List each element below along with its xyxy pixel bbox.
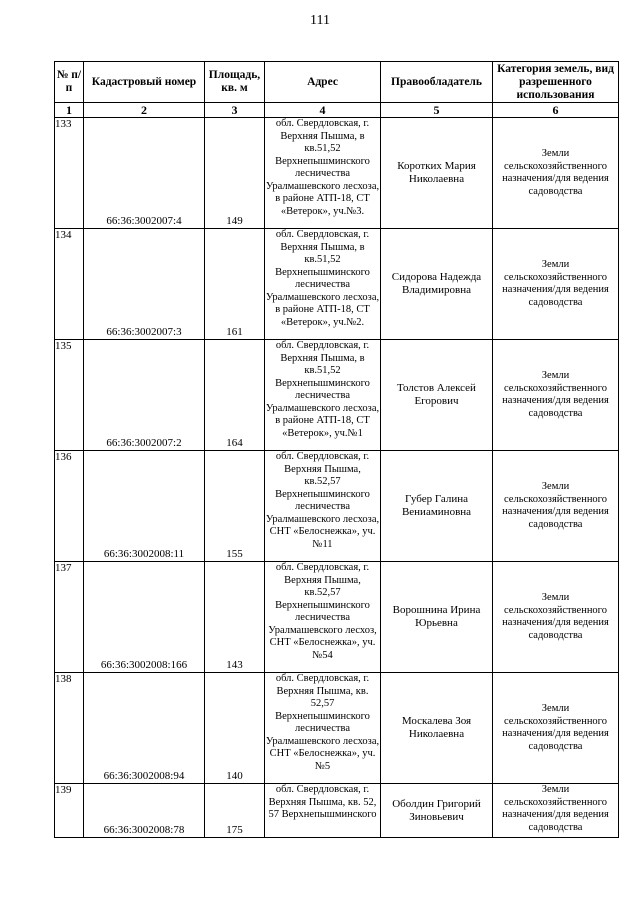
header-num: № п/п — [55, 62, 84, 103]
land-category: Земли сельскохозяйственного назначения/для ведения садоводства — [493, 784, 619, 838]
table-row — [55, 451, 619, 562]
address-text: обл. Свердловская, г. Верхняя Пышма, в кв.51,52 Верхнепышминского лесничества Уралмашевского лесхоза, в районе АТП-18, СТ «Ветерок», уч.№2. — [265, 229, 381, 340]
table-header-row — [55, 62, 619, 103]
owner-name: Толстов Алексей Егорович — [381, 340, 493, 451]
land-category: Земли сельскохозяйственного назначения/для ведения садоводства — [493, 118, 619, 229]
table-row — [55, 673, 619, 784]
land-category: Земли сельскохозяйственного назначения/для ведения садоводства — [493, 673, 619, 784]
address-text: обл. Свердловская, г. Верхняя Пышма, кв. 52, 57 Верхнепышминского — [265, 784, 381, 838]
address-text: обл. Свердловская, г. Верхняя Пышма, в кв.51,52 Верхнепышминского лесничества Уралмашевского лесхоза, в районе АТП-18, СТ «Ветерок», уч.№3. — [265, 118, 381, 229]
cadastral-number: 66:36:3002008:94 — [84, 673, 205, 784]
cadastral-number: 66:36:3002007:3 — [84, 229, 205, 340]
col-number: 6 — [493, 103, 619, 118]
col-number: 4 — [265, 103, 381, 118]
cadastral-number: 66:36:3002007:2 — [84, 340, 205, 451]
address-text: обл. Свердловская, г. Верхняя Пышма, кв.52,57 Верхнепышминского лесничества Уралмашевского лесхоз, СНТ «Белоснежка», уч.№54 — [265, 562, 381, 673]
land-category: Земли сельскохозяйственного назначения/для ведения садоводства — [493, 562, 619, 673]
cadastral-number: 66:36:3002008:166 — [84, 562, 205, 673]
header-cadastral: Кадастровый номер — [84, 62, 205, 103]
address-text: обл. Свердловская, г. Верхняя Пышма, кв. 52,57 Верхнепышминского лесничества Уралмашевского лесхоза, СНТ «Белоснежка», уч. №5 — [265, 673, 381, 784]
col-number: 5 — [381, 103, 493, 118]
area-value: 149 — [205, 118, 265, 229]
address-text: обл. Свердловская, г. Верхняя Пышма, кв.52,57 Верхнепышминского лесничества Уралмашевского лесхоза, СНТ «Белоснежка», уч. №11 — [265, 451, 381, 562]
header-area: Площадь, кв. м — [205, 62, 265, 103]
area-value: 140 — [205, 673, 265, 784]
table-row — [55, 562, 619, 673]
col-number: 2 — [84, 103, 205, 118]
owner-name: Оболдин Григорий Зиновьевич — [381, 784, 493, 838]
area-value: 175 — [205, 784, 265, 838]
cadastral-number: 66:36:3002008:11 — [84, 451, 205, 562]
area-value: 164 — [205, 340, 265, 451]
owner-name: Ворошнина Ирина Юрьевна — [381, 562, 493, 673]
column-number-row — [55, 103, 619, 118]
owner-name: Сидорова Надежда Владимировна — [381, 229, 493, 340]
table-row — [55, 118, 619, 229]
table-row — [55, 229, 619, 340]
area-value: 155 — [205, 451, 265, 562]
row-number: 138 — [55, 673, 84, 784]
table-row — [55, 340, 619, 451]
page-number: 111 — [310, 13, 330, 28]
row-number: 137 — [55, 562, 84, 673]
col-number: 1 — [55, 103, 84, 118]
header-address: Адрес — [265, 62, 381, 103]
owner-name: Коротких Мария Николаевна — [381, 118, 493, 229]
cadastral-number: 66:36:3002008:78 — [84, 784, 205, 838]
col-number: 3 — [205, 103, 265, 118]
area-value: 161 — [205, 229, 265, 340]
land-registry-table — [54, 61, 619, 838]
cadastral-number: 66:36:3002007:4 — [84, 118, 205, 229]
land-category: Земли сельскохозяйственного назначения/для ведения садоводства — [493, 340, 619, 451]
land-category: Земли сельскохозяйственного назначения/для ведения садоводства — [493, 229, 619, 340]
owner-name: Губер Галина Вениаминовна — [381, 451, 493, 562]
row-number: 134 — [55, 229, 84, 340]
land-category: Земли сельскохозяйственного назначения/для ведения садоводства — [493, 451, 619, 562]
row-number: 135 — [55, 340, 84, 451]
table-row — [55, 784, 619, 838]
area-value: 143 — [205, 562, 265, 673]
row-number: 139 — [55, 784, 84, 838]
row-number: 133 — [55, 118, 84, 229]
header-category: Категория земель, вид разрешенного использования — [493, 62, 619, 103]
address-text: обл. Свердловская, г. Верхняя Пышма, в кв.51,52 Верхнепышминского лесничества Уралмашевского лесхоза, в районе АТП-18, СТ «Ветерок», уч.№1 — [265, 340, 381, 451]
row-number: 136 — [55, 451, 84, 562]
header-owner: Правообладатель — [381, 62, 493, 103]
owner-name: Москалева Зоя Николаевна — [381, 673, 493, 784]
